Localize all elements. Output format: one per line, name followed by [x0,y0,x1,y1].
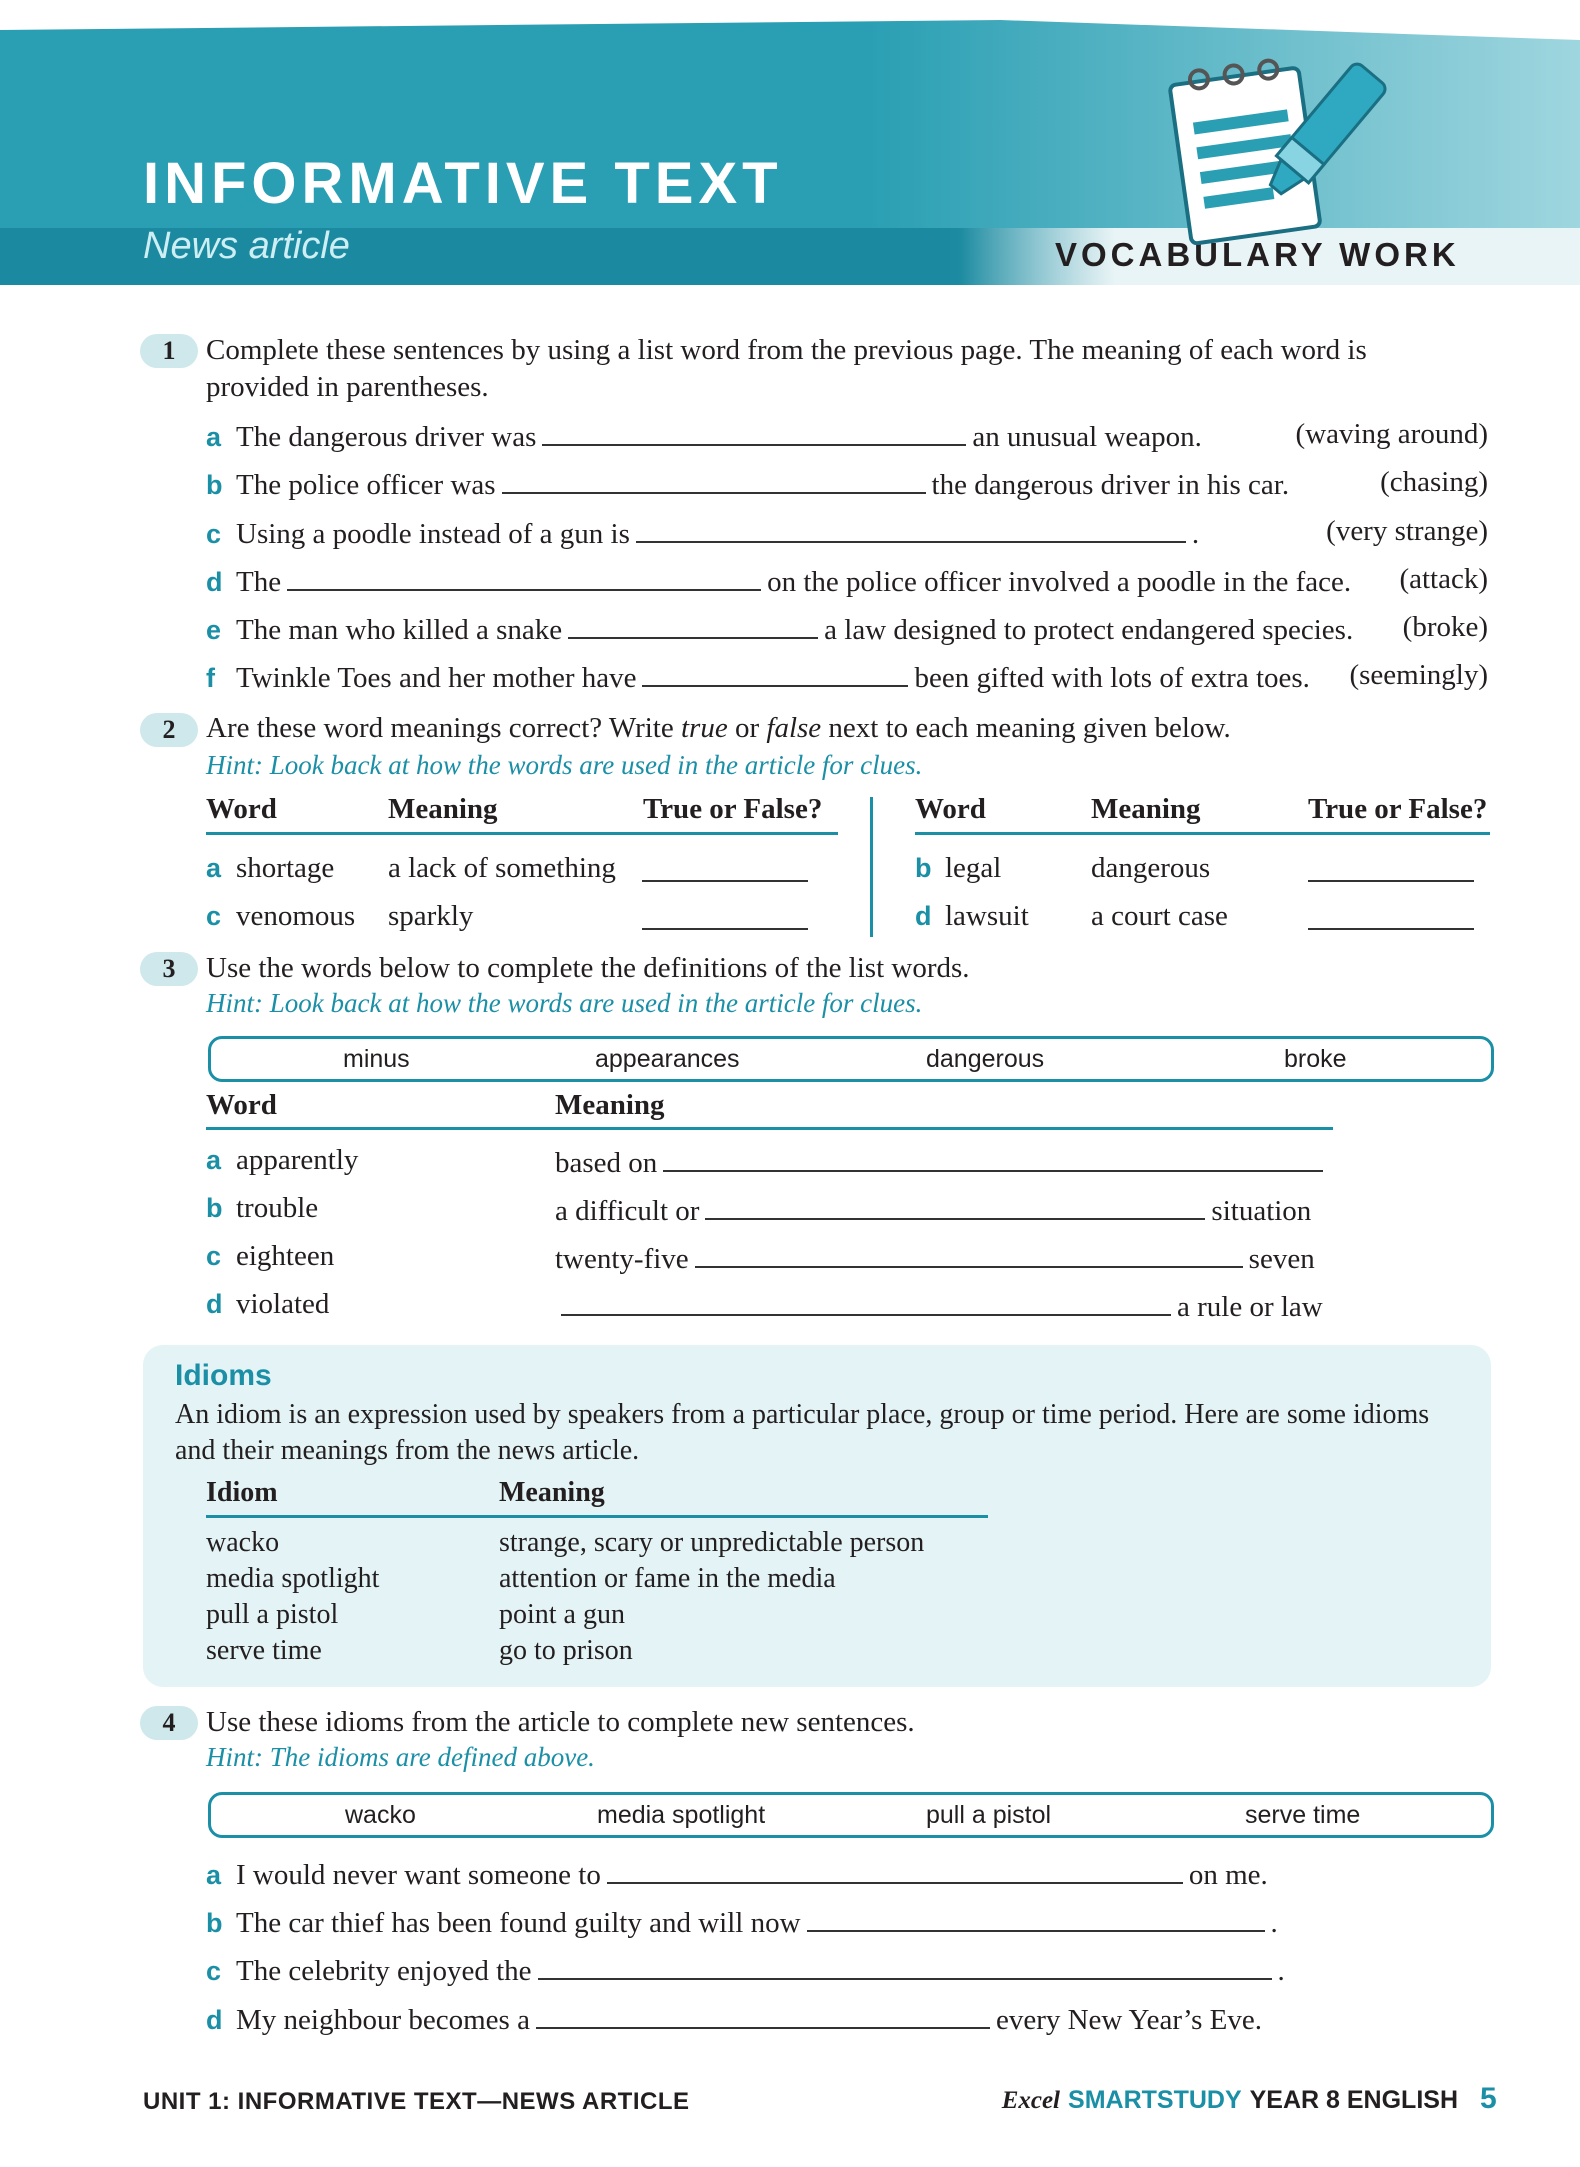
word-bank [208,1792,1494,1838]
question-instruction: Use these idioms from the article to complete new sentences. [206,1706,915,1738]
word-bank-item: minus [343,1045,410,1073]
header-rule [206,1127,1333,1130]
q2-left-row-c: c venomous [206,900,356,932]
q3-word-c: c eighteen [206,1240,335,1272]
col-meaning: Meaning [1091,793,1201,825]
q3-def-a: based on [555,1144,1329,1180]
col-word: Word [206,793,277,825]
word-bank-item: appearances [595,1045,740,1073]
true-false-blank[interactable] [642,854,808,882]
page-number: 5 [1480,2082,1497,2115]
idiom-row: media spotlight [206,1563,380,1594]
idioms-panel [143,1345,1491,1687]
idioms-intro: An idiom is an expression used by speakers from a particular place, group or time period. Here are some idioms and their meanings from the news article. [175,1399,1430,1466]
answer-blank[interactable] [695,1240,1243,1268]
footer-brand: Excel SMARTSTUDY YEAR 8 ENGLISH [1001,2086,1458,2114]
column-divider [870,797,873,937]
q4-item-c: c The celebrity enjoyed the . [206,1952,1285,1988]
question-hint: Hint: Look back at how the words are used in the article for clues. [206,750,923,780]
q3-word-b: b trouble [206,1192,319,1224]
q3-word-a: a apparently [206,1144,359,1176]
q1-meaning-f: (seemingly) [1349,659,1488,691]
q2-left-row-a: a shortage [206,852,335,884]
answer-blank[interactable] [542,418,966,446]
page-title: INFORMATIVE TEXT [143,151,783,216]
col-meaning: Meaning [499,1477,605,1508]
header-rule [206,1515,988,1518]
q1-item-b: b The police officer was the dangerous driver in his car. [206,466,1289,502]
question-number: 2 [140,713,198,747]
question-instruction: Complete these sentences by using a list word from the previous page. The meaning of each word is provided in parentheses. [206,334,1367,403]
question-instruction: Use the words below to complete the definitions of the list words. [206,952,970,984]
question-hint: Hint: The idioms are defined above. [206,1742,595,1772]
idiom-meaning: point a gun [499,1599,625,1630]
q1-item-f: f Twinkle Toes and her mother have been gifted with lots of extra toes. [206,659,1310,695]
word-bank-item: dangerous [926,1045,1045,1073]
col-true-false: True or False? [643,793,823,825]
question-number: 1 [140,334,198,368]
answer-blank[interactable] [536,2001,990,2029]
q2-right-row-b: b legal [915,852,1002,884]
idiom-meaning: go to prison [499,1635,633,1666]
question-hint: Hint: Look back at how the words are used in the article for clues. [206,988,923,1018]
col-meaning: Meaning [555,1089,665,1121]
answer-blank[interactable] [705,1192,1205,1220]
q3-def-d: a rule or law [555,1288,1323,1324]
q3-def-b: a difficult or situation [555,1192,1311,1228]
notepad-highlighter-icon [1160,45,1390,245]
word-bank [208,1036,1494,1082]
col-meaning: Meaning [388,793,498,825]
q2-left-meaning-c: sparkly [388,900,474,932]
q1-meaning-d: (attack) [1399,563,1488,595]
answer-blank[interactable] [642,659,908,687]
true-false-blank[interactable] [1308,902,1474,930]
question-number: 3 [140,952,198,986]
q1-meaning-e: (broke) [1402,611,1488,643]
section-badge: VOCABULARY WORK [1055,236,1460,273]
col-word: Word [206,1089,277,1121]
header-rule [915,832,1490,835]
q2-right-meaning-b: dangerous [1091,852,1211,884]
idiom-row: serve time [206,1635,322,1666]
q1-item-e: e The man who killed a snake a law designed to protect endangered species. [206,611,1353,647]
q3-word-d: d violated [206,1288,330,1320]
footer-unit: UNIT 1: INFORMATIVE TEXT—NEWS ARTICLE [143,2088,690,2115]
header-banner [0,0,1580,285]
idiom-meaning: attention or fame in the media [499,1563,836,1594]
word-bank-item: serve time [1245,1801,1361,1829]
answer-blank[interactable] [663,1144,1323,1172]
question-number: 4 [140,1706,198,1740]
q2-right-meaning-d: a court case [1091,900,1228,932]
q1-meaning-a: (waving around) [1295,418,1488,450]
true-false-blank[interactable] [642,902,808,930]
q1-item-c: c Using a poodle instead of a gun is . [206,515,1199,551]
idiom-row: wacko [206,1527,280,1558]
q2-right-row-d: d lawsuit [915,900,1029,932]
col-idiom: Idiom [206,1477,278,1508]
true-false-blank[interactable] [1308,854,1474,882]
answer-blank[interactable] [607,1856,1183,1884]
q3-def-c: twenty-five seven [555,1240,1315,1276]
word-bank-item: media spotlight [597,1801,766,1829]
answer-blank[interactable] [287,563,761,591]
q4-item-a: a I would never want someone to on me. [206,1856,1268,1892]
answer-blank[interactable] [807,1904,1265,1932]
q1-item-a: a The dangerous driver was an unusual weapon. [206,418,1202,454]
col-word: Word [915,793,986,825]
word-bank-item: pull a pistol [926,1801,1052,1829]
header-rule [206,832,838,835]
word-bank-item: broke [1284,1045,1347,1073]
q4-item-d: d My neighbour becomes a every New Year’s Eve. [206,2001,1262,2037]
page-subtitle: News article [143,225,350,267]
item-letter: a [206,422,222,452]
col-true-false: True or False? [1308,793,1488,825]
answer-blank[interactable] [568,611,818,639]
answer-blank[interactable] [561,1288,1171,1316]
q4-item-b: b The car thief has been found guilty and will now . [206,1904,1278,1940]
idiom-meaning: strange, scary or unpredictable person [499,1527,925,1558]
answer-blank[interactable] [502,466,926,494]
answer-blank[interactable] [538,1952,1272,1980]
question-instruction: Are these word meanings correct? Write true or false next to each meaning given below. [206,712,1231,744]
q1-item-d: d The on the police officer involved a poodle in the face. [206,563,1351,599]
answer-blank[interactable] [636,515,1186,543]
word-bank-item: wacko [345,1801,416,1829]
q1-meaning-b: (chasing) [1380,466,1488,498]
q1-meaning-c: (very strange) [1326,515,1488,547]
idioms-title: Idioms [175,1359,272,1392]
q2-left-meaning-a: a lack of something [388,852,616,884]
idiom-row: pull a pistol [206,1599,339,1630]
